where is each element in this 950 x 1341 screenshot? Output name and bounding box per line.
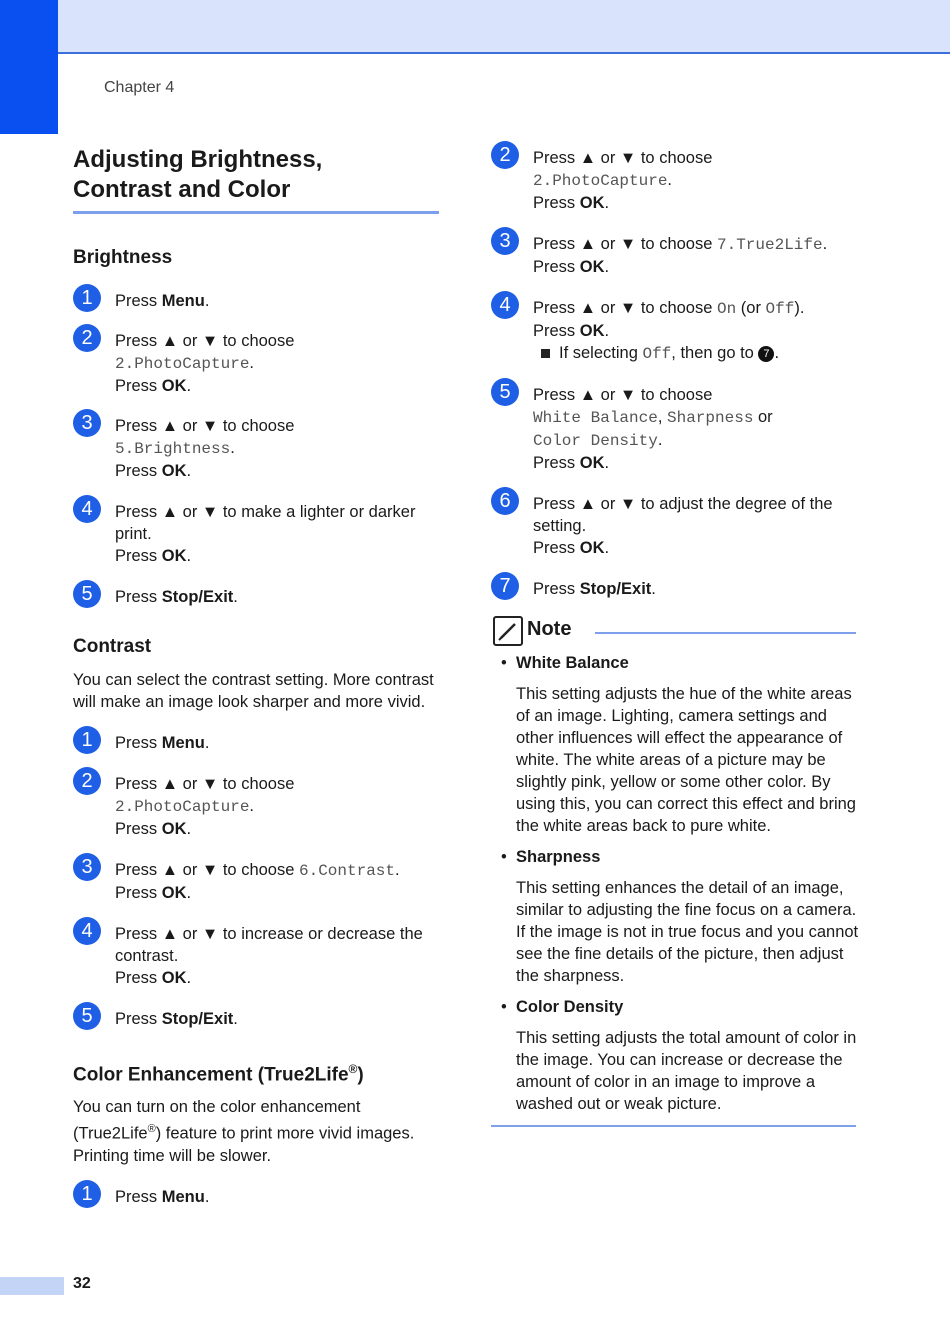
intro-text: You can turn on the color enhancement (True2Life (73, 1098, 361, 1143)
color-step-7 (491, 575, 861, 600)
note-divider (595, 632, 856, 634)
step-text: Press ▲ or ▼ to choose (115, 332, 295, 350)
step-number: 5 (491, 378, 519, 406)
step-text: Press (533, 322, 580, 340)
step-text: Press (533, 580, 580, 598)
square-bullet-icon (541, 349, 550, 358)
ok-key: OK (161, 884, 187, 902)
color-step-6 (491, 490, 861, 559)
step-text: Press ▲ or ▼ to choose (533, 235, 717, 253)
title-line-1: Adjusting Brightness, (73, 146, 323, 173)
chapter-tab (0, 0, 58, 134)
step-number: 1 (73, 726, 101, 754)
step-text: Press (533, 454, 580, 472)
brightness-step-2 (73, 327, 443, 397)
step-text: . (233, 1010, 238, 1028)
step-text: ). (794, 299, 805, 317)
step-text: . (604, 258, 610, 276)
step-number: 3 (491, 227, 519, 255)
step-text: Press (115, 377, 162, 395)
ok-key: OK (161, 377, 187, 395)
note-item-body: This setting enhances the detail of an image, similar to adjusting the fine focus on a camera. If the image is not in true focus and you cannot see the fine details of the picture, then adjust the sharpness. (516, 879, 859, 985)
step-text: Press (115, 884, 162, 902)
note-item-sharpness (491, 846, 861, 987)
color-step-2 (491, 144, 861, 214)
step-number: 3 (73, 853, 101, 881)
menu-option: On (716, 300, 737, 318)
step-text: . (233, 588, 238, 606)
step-text: Press ▲ or ▼ to choose (533, 149, 713, 167)
ok-key: OK (579, 322, 605, 340)
bullet-icon: • (501, 654, 507, 672)
step-text: Press ▲ or ▼ to increase or decrease the contrast. (115, 925, 423, 965)
step-text: . (667, 171, 673, 189)
note-item-body: This setting adjusts the hue of the white areas of an image. Lighting, camera settings and other influences will effect the appearance of white. The white areas of a picture may be slightly pink, yellow or some other color. By using this, you can correct this effect and bring the white areas back to pure white. (516, 685, 856, 835)
note-end-divider (491, 1125, 856, 1127)
step-number: 2 (73, 767, 101, 795)
menu-option: Color Density (533, 432, 658, 450)
menu-key: Menu (161, 1187, 205, 1206)
step-text: Press (115, 588, 162, 606)
step-number: 4 (491, 291, 519, 319)
step-number: 1 (73, 284, 101, 312)
ok-key: OK (161, 547, 187, 565)
menu-option: 2.PhotoCapture (533, 172, 668, 190)
registered-mark: ® (348, 1062, 358, 1076)
ok-key: OK (161, 820, 187, 838)
step-text: Press ▲ or ▼ to choose (115, 861, 299, 879)
step-text: Press ▲ or ▼ to make a lighter or darker print. (115, 503, 416, 543)
step-text: . (604, 539, 610, 557)
color-step-4 (491, 294, 861, 365)
step-number: 4 (73, 917, 101, 945)
brightness-step-4 (73, 498, 443, 567)
step-text: . (186, 820, 192, 838)
step-text: . (186, 377, 192, 395)
step-text: Press (115, 547, 162, 565)
step-text: . (657, 431, 663, 449)
contrast-step-5 (73, 1005, 443, 1030)
heading-text: ) (357, 1064, 364, 1086)
step-text: . (186, 547, 192, 565)
step-number: 7 (491, 572, 519, 600)
step-text: . (204, 1187, 210, 1206)
step-text: . (186, 884, 192, 902)
step-text: , (657, 408, 667, 426)
heading-text: Color Enhancement (True2Life (73, 1064, 349, 1086)
step-text: Press ▲ or ▼ to choose (533, 299, 717, 317)
menu-option: 2.PhotoCapture (115, 798, 250, 816)
menu-key: Menu (161, 734, 205, 752)
sub-text: , then go to (671, 344, 759, 362)
page-number-bar (0, 1277, 64, 1295)
step-text: Press ▲ or ▼ to adjust the degree of the setting. (533, 495, 833, 535)
brightness-step-5 (73, 583, 443, 608)
step-number: 6 (491, 487, 519, 515)
step-text: Press (115, 734, 162, 752)
left-column (73, 145, 443, 1208)
contrast-step-1 (73, 729, 443, 754)
brightness-step-1 (73, 287, 443, 312)
color-step-5 (491, 381, 861, 474)
brightness-step-3 (73, 412, 443, 482)
step-number: 5 (73, 1002, 101, 1030)
step-text: Press ▲ or ▼ to choose (115, 417, 295, 435)
step-number: 5 (73, 580, 101, 608)
chapter-label: Chapter 4 (104, 79, 175, 96)
color-step-3 (491, 230, 861, 278)
step-text: . (604, 194, 610, 212)
sub-bullet (533, 342, 861, 365)
menu-key: Menu (161, 292, 205, 310)
menu-option: White Balance (533, 409, 658, 427)
step-number: 2 (73, 324, 101, 352)
bullet-icon: • (501, 848, 507, 866)
step-text: Press (115, 820, 162, 838)
ok-key: OK (579, 258, 605, 276)
color-enhancement-heading (73, 1057, 443, 1087)
color-step-1 (73, 1182, 443, 1208)
step-text: Press (115, 292, 162, 310)
section-title (73, 145, 439, 214)
sub-text: . (774, 344, 780, 362)
step-text: Press ▲ or ▼ to choose (533, 386, 713, 404)
contrast-step-4 (73, 920, 443, 989)
step-number: 2 (491, 141, 519, 169)
pencil-icon (495, 618, 521, 644)
step-text: or (753, 408, 773, 426)
step-text: Press (533, 539, 580, 557)
contrast-intro: You can select the contrast setting. More contrast will make an image look sharper and more vivid. (73, 671, 434, 711)
step-text: (or (736, 299, 766, 317)
step-number: 3 (73, 409, 101, 437)
ok-key: OK (161, 969, 187, 987)
step-text: Press (115, 462, 162, 480)
contrast-heading: Contrast (73, 636, 152, 657)
ok-key: OK (161, 462, 187, 480)
note-item-white-balance (491, 652, 861, 837)
note-item-heading: Color Density (516, 998, 624, 1016)
note-pencil-icon (493, 616, 523, 646)
step-text: . (822, 235, 828, 253)
step-text: . (395, 861, 400, 879)
step-text: Press (115, 1187, 162, 1206)
step-text: . (249, 797, 255, 815)
title-line-2: Contrast and Color (73, 176, 291, 203)
note-header (491, 616, 861, 646)
step-text: Press (533, 194, 580, 212)
step-text: . (204, 292, 210, 310)
note-item-heading: Sharpness (516, 848, 601, 866)
step-text: . (186, 462, 192, 480)
note-item-heading: White Balance (516, 654, 629, 672)
menu-option: 2.PhotoCapture (115, 355, 250, 373)
menu-option: 6.Contrast (298, 862, 395, 880)
stop-exit-key: Stop/Exit (161, 1010, 234, 1028)
intro-text: ) feature to print more vivid images. Printing time will be slower. (73, 1124, 415, 1165)
page-number: 32 (73, 1275, 91, 1292)
contrast-step-2 (73, 770, 443, 840)
ok-key: OK (579, 194, 605, 212)
step-text: . (651, 580, 656, 598)
note-item-color-density (491, 996, 861, 1115)
right-column (491, 141, 861, 1127)
note-label: Note (527, 618, 572, 640)
note-item-body: This setting adjusts the total amount of color in the image. You can increase or decrease the amount of color in an image to improve a washed out or weak picture. (516, 1029, 857, 1113)
ok-key: OK (579, 454, 605, 472)
step-reference: 7 (758, 346, 774, 362)
registered-mark: ® (147, 1123, 156, 1136)
contrast-step-3 (73, 856, 443, 904)
color-enhancement-intro (73, 1096, 443, 1167)
step-text: Press ▲ or ▼ to choose (115, 775, 295, 793)
step-text: . (604, 322, 610, 340)
step-text: Press (115, 1010, 162, 1028)
step-text: . (230, 439, 235, 457)
step-text: . (204, 734, 210, 752)
brightness-heading: Brightness (73, 247, 173, 268)
stop-exit-key: Stop/Exit (579, 580, 652, 598)
sub-text: If selecting (559, 344, 643, 362)
step-number: 4 (73, 495, 101, 523)
header-bar (0, 0, 950, 54)
stop-exit-key: Stop/Exit (161, 588, 234, 606)
step-text: . (604, 454, 610, 472)
bullet-icon: • (501, 998, 507, 1016)
menu-option: Off (765, 300, 795, 318)
step-text: . (186, 969, 192, 987)
step-number: 1 (73, 1180, 101, 1208)
ok-key: OK (579, 539, 605, 557)
menu-option: Off (642, 345, 672, 363)
menu-option: Sharpness (667, 409, 754, 427)
menu-option: 7.True2Life (716, 236, 823, 254)
step-text: Press (533, 258, 580, 276)
step-text: . (249, 354, 255, 372)
menu-option: 5.Brightness (115, 440, 231, 458)
step-text: Press (115, 969, 162, 987)
